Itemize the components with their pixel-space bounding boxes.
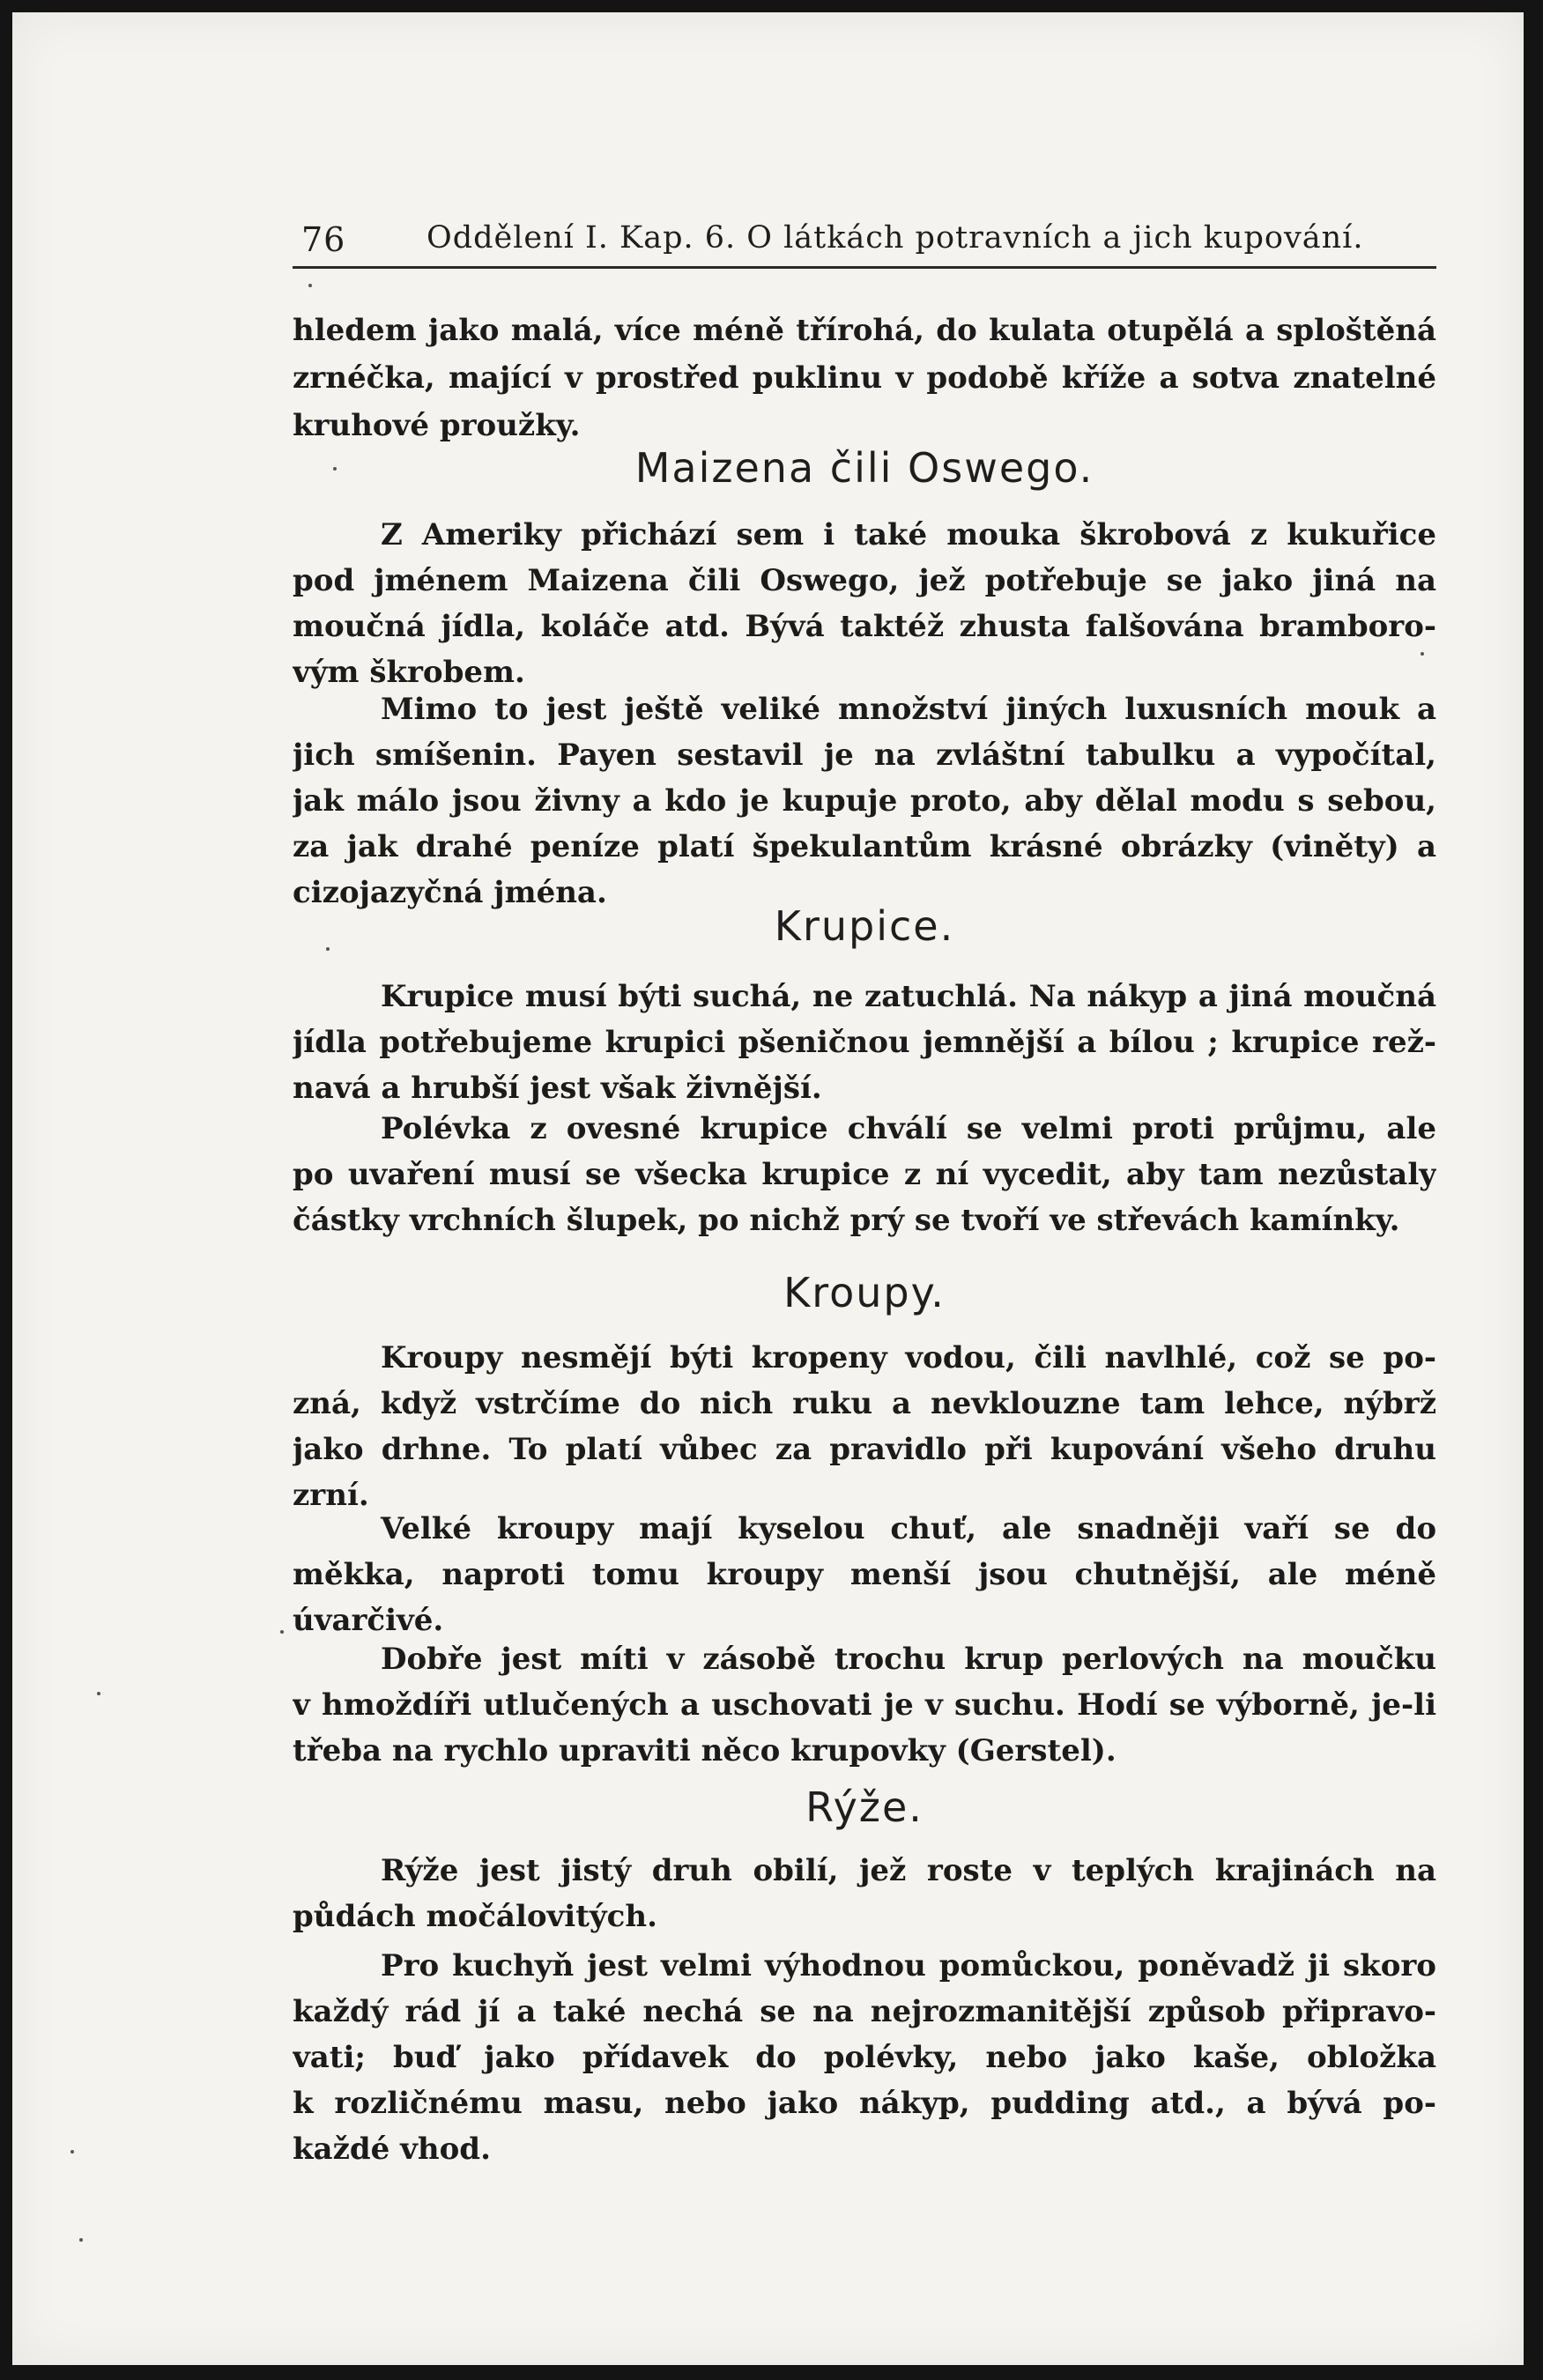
text-line: třeba na rychlo upraviti něco krupovky (Gerstel). (293, 1733, 1116, 1768)
text-line: zrní. (293, 1478, 369, 1513)
text-line: každé vhod. (293, 2132, 491, 2167)
running-header (293, 215, 1436, 268)
text-line: Polévka z ovesné krupice chválí se velmi proti průjmu, ale (381, 1111, 1436, 1146)
page-number: 76 (301, 220, 346, 259)
text-line: kruhové proužky. (293, 408, 581, 443)
header-rule (293, 266, 1436, 269)
scan-speck (333, 467, 337, 471)
text-line: Krupice musí býti suchá, ne zatuchlá. Na nákyp a jiná moučná (381, 979, 1436, 1014)
text-line: k rozličnému masu, nebo jako nákyp, pudding atd., a bývá po- (293, 2086, 1436, 2121)
text-line: Velké kroupy mají kyselou chuť, ale snadněji vaří se do (381, 1511, 1436, 1546)
scan-speck (326, 947, 330, 951)
text-line: každý rád jí a také nechá se na nejrozmanitější způsob připravo- (293, 1994, 1436, 2029)
text-line: Pro kuchyň jest velmi výhodnou pomůckou, poněvadž ji skoro (381, 1948, 1436, 1983)
text-line: moučná jídla, koláče atd. Bývá taktéž zhusta falšována bramboro- (293, 609, 1436, 644)
text-line: za jak drahé peníze platí špekulantům krásné obrázky (viněty) a (293, 829, 1436, 864)
text-line: jich smíšenin. Payen sestavil je na zvláštní tabulku a vypočítal, (293, 738, 1436, 773)
text-line: Z Ameriky přichází sem i také mouka škrobová z kukuřice (381, 517, 1436, 552)
text-line: vým škrobem. (293, 655, 525, 690)
section-heading-krupice: Krupice. (774, 902, 955, 950)
text-line: po uvaření musí se všecka krupice z ní vycedit, aby tam nezůstaly (293, 1157, 1436, 1192)
text-line: částky vrchních šlupek, po nichž prý se tvoří ve střevách kamínky. (293, 1203, 1400, 1238)
text-line: jak málo jsou živny a kdo je kupuje proto, aby dělal modu s sebou, (293, 783, 1436, 819)
text-line: úvarčivé. (293, 1603, 444, 1638)
running-title: Oddělení I. Kap. 6. O látkách potravních a jich kupování. (427, 220, 1364, 256)
section-heading-kroupy: Kroupy. (783, 1269, 946, 1316)
text-line: cizojazyčná jména. (293, 875, 607, 910)
text-line: jídla potřebujeme krupici pšeničnou jemnější a bílou ; krupice rež- (293, 1025, 1436, 1060)
section-heading-maizena: Maizena čili Oswego. (634, 444, 1094, 492)
scan-speck (280, 1630, 284, 1634)
text-line: půdách močálovitých. (293, 1899, 657, 1934)
text-line: měkka, naproti tomu kroupy menší jsou chutnější, ale méně (293, 1557, 1436, 1592)
text-line: vati; buď jako přídavek do polévky, nebo jako kaše, obložka (293, 2040, 1436, 2075)
text-line: Kroupy nesmějí býti kropeny vodou, čili navlhlé, což se po- (381, 1340, 1436, 1375)
text-line: v hmoždíři utlučených a uschovati je v suchu. Hodí se výborně, je-li (293, 1687, 1436, 1723)
text-line: Dobře jest míti v zásobě trochu krup perlových na moučku (381, 1642, 1436, 1677)
text-line: hledem jako malá, více méně třírohá, do kulata otupělá a sploštěná (293, 313, 1436, 348)
scan-speck (70, 2150, 74, 2154)
text-line: navá a hrubší jest však živnější. (293, 1071, 822, 1106)
section-heading-ryze: Rýže. (805, 1783, 924, 1831)
scan-speck (97, 1692, 100, 1695)
text-line: pod jménem Maizena čili Oswego, jež potřebuje se jako jiná na (293, 563, 1436, 598)
text-line: jako drhne. To platí vůbec za pravidlo při kupování všeho druhu (293, 1432, 1436, 1467)
scan-speck (308, 284, 312, 287)
text-line: Rýže jest jistý druh obilí, jež roste v teplých krajinách na (381, 1853, 1436, 1888)
text-line: Mimo to jest ještě veliké množství jiných luxusních mouk a (381, 692, 1436, 727)
scan-speck (79, 2238, 83, 2242)
text-line: zná, když vstrčíme do nich ruku a nevklouzne tam lehce, nýbrž (293, 1386, 1436, 1421)
scan-speck (1421, 652, 1424, 656)
text-line: zrnéčka, mající v prostřed puklinu v podobě kříže a sotva znatelné (293, 360, 1436, 396)
